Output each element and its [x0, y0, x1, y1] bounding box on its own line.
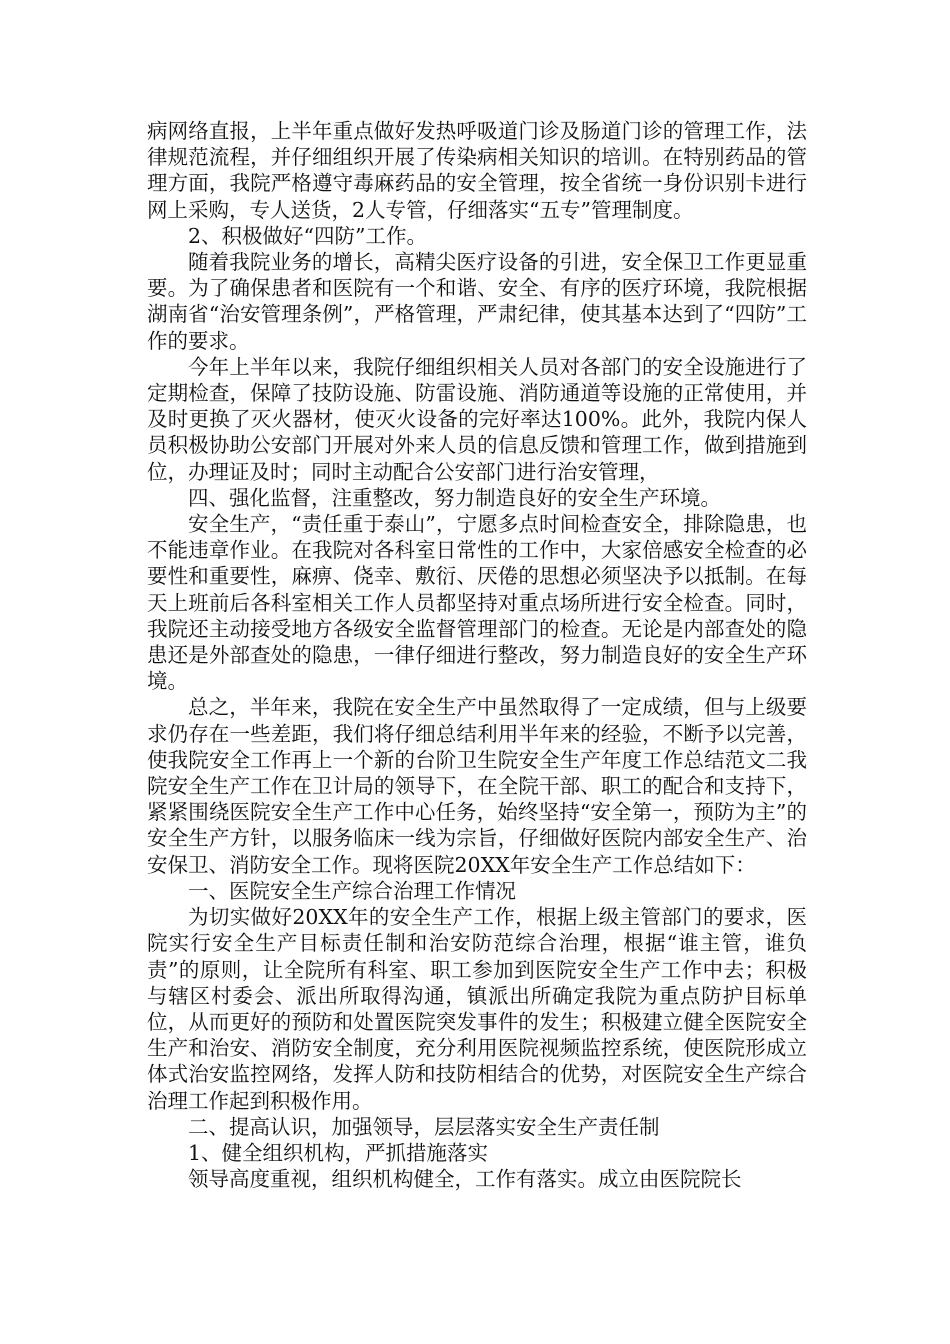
paragraph-6: 安全生产，“责任重于泰山”，宁愿多点时间检查安全，排除隐患，也不能违章作业。在我院对各科室日常性的工作中，大家倍感安全检查的必要性和重要性，麻痹、侥幸、敷衍、厌倦的思想必须坚决予以抵制。在每天上班前后各科室相关工作人员都坚持对重点场所进行安全检查。同时，我院还主动接受地方各级安全监督管理部门的检查。无论是内部查处的隐患还是外部查处的隐患，一律仔细进行整改，努力制造良好的安全生产环境。 [147, 512, 807, 694]
paragraph-4: 今年上半年以来，我院仔细组织相关人员对各部门的安全设施进行了定期检查，保障了技防设施、防雷设施、消防通道等设施的正常使用，并及时更换了灭火器材，使灭火设备的完好率达100%。此外，我院内保人员积极协助公安部门开展对外来人员的信息反馈和管理工作，做到措施到位，办理证及时；同时主动配合公安部门进行治安管理， [147, 354, 807, 484]
paragraph-3: 随着我院业务的增长，高精尖医疗设备的引进，安全保卫工作更显重要。为了确保患者和医院有一个和谐、安全、有序的医疗环境，我院根据湖南省“治安管理条例”，严格管理，严肃纪律，使其基本达到了“四防”工作的要求。 [147, 250, 807, 353]
paragraph-7: 总之，半年来，我院在安全生产中虽然取得了一定成绩，但与上级要求仍存在一些差距，我们将仔细总结利用半年来的经验，不断予以完善，使我院安全工作再上一个新的台阶卫生院安全生产年度工作总结范文二我院安全生产工作在卫计局的领导下，在全院干部、职工的配合和支持下，紧紧围绕医院安全生产工作中心任务，始终坚持“安全第一，预防为主”的安全生产方针，以服务临床一线为宗旨，仔细做好医院内部安全生产、治安保卫、消防安全工作。现将医院20XX年安全生产工作总结如下： [147, 695, 807, 877]
subsection-heading-1: 1、健全组织机构，严抓措施落实 [188, 1140, 489, 1165]
paragraph-1: 病网络直报，上半年重点做好发热呼吸道门诊及肠道门诊的管理工作，法律规范流程，并仔细组织开展了传染病相关知识的培训。在特别药品的管理方面，我院严格遵守毒麻药品的安全管理，按全省统一身份识别卡进行网上采购，专人送货，2人专管，仔细落实“五专”管理制度。 [147, 119, 807, 222]
paragraph-9: 为切实做好20XX年的安全生产工作，根据上级主管部门的要求，医院实行安全生产目标责任制和治安防范综合治理，根据“谁主管，谁负责”的原则，让全院所有科室、职工参加到医院安全生产工作中去；积极与辖区村委会、派出所取得沟通，镇派出所确定我院为重点防护目标单位，从而更好的预防和处置医院突发事件的发生；积极建立健全医院安全生产和治安、消防安全制度，充分利用医院视频监控系统，使医院形成立体式治安监控网络，发挥人防和技防相结合的优势，对医院安全生产综合治理工作起到积极作用。 [147, 905, 807, 1113]
section-heading-2: 二、提高认识，加强领导，层层落实安全生产责任制 [188, 1114, 660, 1139]
document-body [147, 118, 807, 1192]
section-heading-4: 四、强化监督，注重整改，努力制造良好的安全生产环境。 [188, 485, 721, 510]
paragraph-12: 领导高度重视，组织机构健全，工作有落实。成立由医院院长 [188, 1167, 742, 1192]
section-heading-1: 一、医院安全生产综合治理工作情况 [188, 878, 516, 903]
paragraph-2: 2、积极做好“四防”工作。 [188, 223, 428, 248]
